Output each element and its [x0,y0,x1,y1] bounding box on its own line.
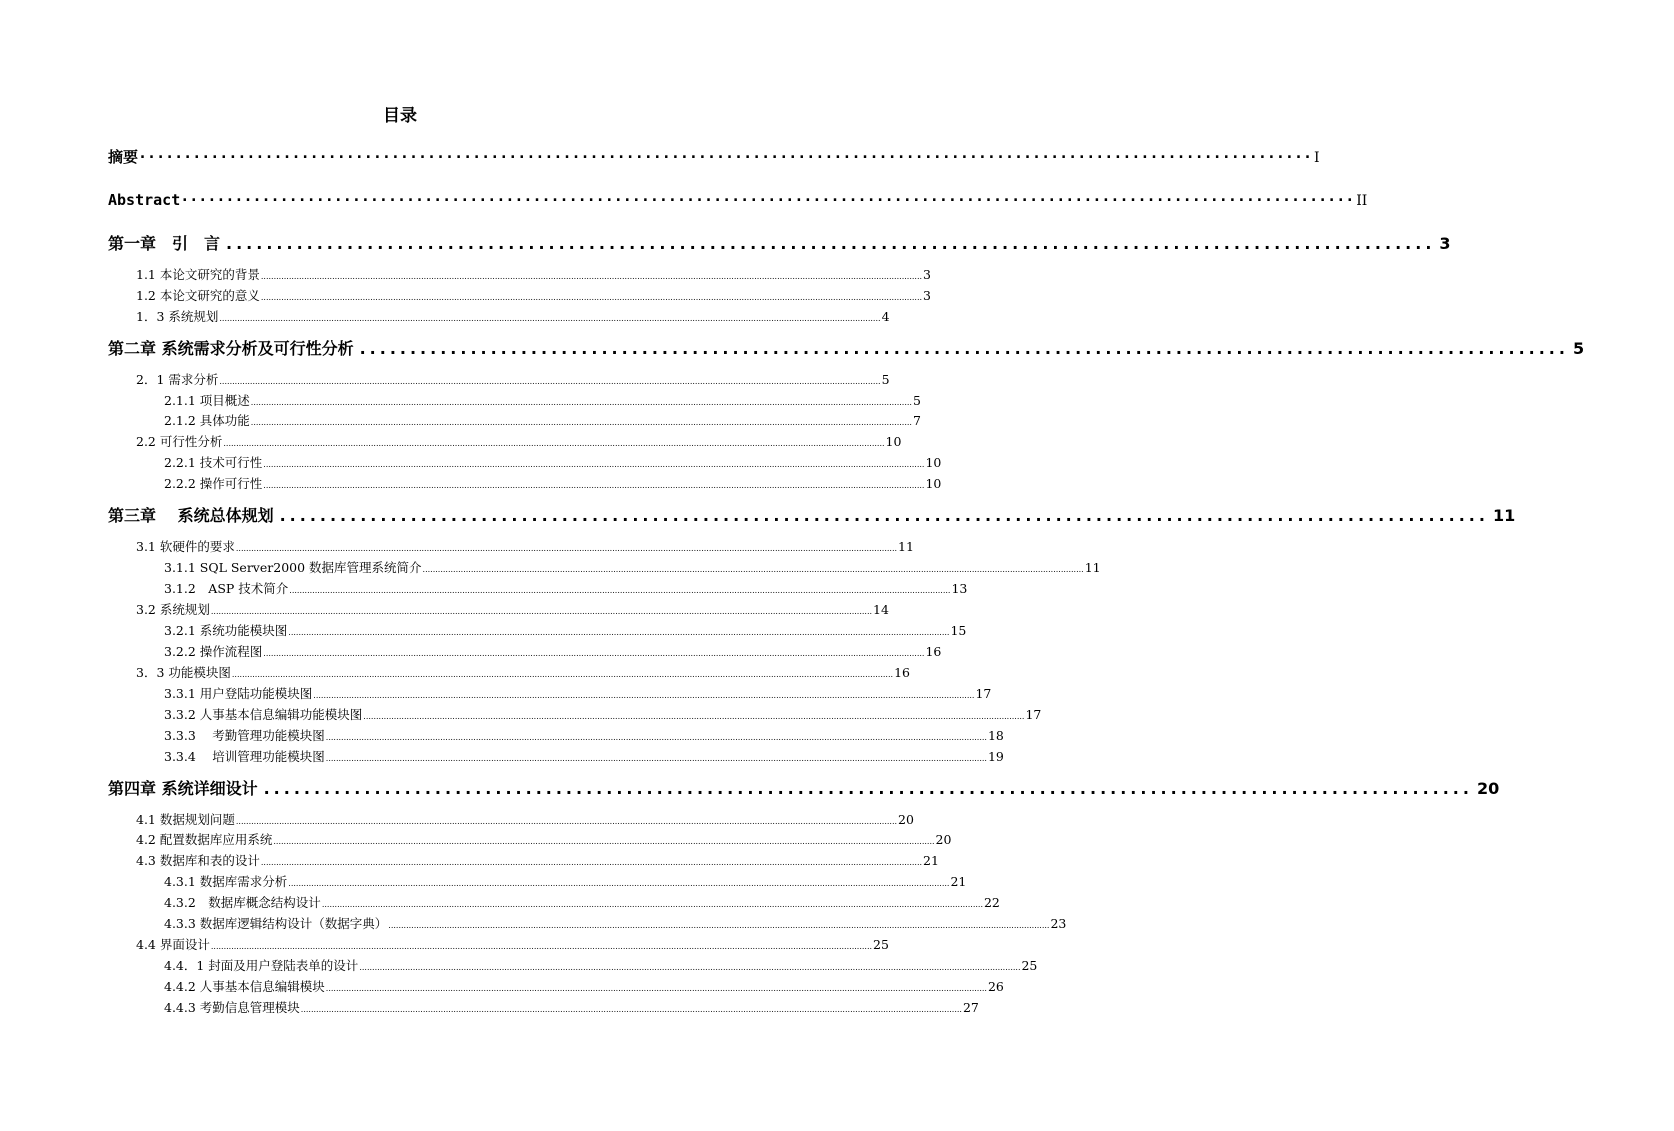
toc-section-row[interactable] [0,558,1101,580]
toc-entry-label: 3.3.4 培训管理功能模块图 [164,749,325,764]
dot-leader: .................................................................................................................................................................................................................................................................... [235,817,898,826]
toc-entry-label: 3.2.2 操作流程图 [164,644,263,659]
toc-page-number: 25 [1021,958,1038,973]
toc-entry-label: 2.2.2 操作可行性 [164,476,263,491]
toc-page-number: 10 [925,455,942,470]
toc-section-row[interactable] [0,600,889,622]
toc-chapter-row[interactable] [0,777,1500,801]
toc-section-row[interactable] [0,286,931,308]
toc-page-number: I [1314,150,1320,166]
dot-leader: .................................................................................................................................................................................................................................................................... [250,398,912,407]
toc-page-number: 5 [912,393,921,408]
toc-page-number: 17 [1025,707,1042,722]
toc-entry-label: 2.2.1 技术可行性 [164,455,263,470]
toc-page-number: 26 [987,979,1004,994]
dot-leader: .................................................................................................................................................................................................................................................................... [388,921,1050,930]
toc-page-number: 4 [881,309,890,324]
dot-leader: ·································································································································· [180,191,1355,209]
toc-page-number: 3 [1439,234,1451,253]
toc-page-number: 16 [894,665,910,680]
toc-section-row[interactable] [0,956,1038,978]
toc-page-number: 23 [1050,916,1067,931]
toc-entry-label: 第二章 系统需求分析及可行性分析 [108,339,354,358]
dot-leader: .................................................................................................................................................................................................................................................................... [210,607,873,616]
toc-section-row[interactable] [0,391,921,413]
dot-leader: .................................................................................................................................................................................................................................................................... [300,1005,962,1014]
dot-leader: .................................................................................................................................................................................................................................................................... [260,272,923,281]
dot-leader: .................................................................................................................................................................................................................................................................... [219,377,881,386]
dot-leader: .................................................................................................................................................................................................................................................................... [321,900,983,909]
toc-entry-label: 1.2 本论文研究的意义 [136,288,260,303]
toc-page-number: 10 [885,434,902,449]
dot-leader: .................................................................................................................................................................................................................................................................... [223,439,885,448]
dot-leader: ........................................................................................................................ [263,779,1473,798]
toc-page-number: 17 [975,686,992,701]
toc-page-number: 13 [951,581,968,596]
toc-page-number: 7 [912,413,921,428]
toc-section-row[interactable] [0,726,1004,748]
toc-section-row[interactable] [0,705,1042,727]
toc-page-number: 10 [925,476,942,491]
toc-section-row[interactable] [0,830,952,852]
toc-entry-label: 4.4．1 封面及用户登陆表单的设计 [164,958,359,973]
toc-section-row[interactable] [0,621,967,643]
toc-page-number: 20 [1476,779,1500,798]
toc-entry-label: 3.2 系统规划 [136,602,210,617]
dot-leader: ........................................................................................................................ [359,339,1569,358]
toc-entry-label: 4.4.2 人事基本信息编辑模块 [164,979,325,994]
toc-entry-label: 2.1.1 项目概述 [164,393,250,408]
dot-leader: ........................................................................................................................ [226,234,1436,253]
toc-entry-label: 1．3 系统规划 [136,309,219,324]
toc-entry-label: 4.3.1 数据库需求分析 [164,874,288,889]
toc-entry-label: 3.1.2 ASP 技术简介 [164,581,289,596]
toc-section-row[interactable] [0,579,968,601]
toc-page-number: 3 [923,267,931,282]
dot-leader: .................................................................................................................................................................................................................................................................... [263,649,925,658]
toc-entry-label: 3．3 功能模块图 [136,665,231,680]
toc-section-row[interactable] [0,893,1000,915]
toc-entry-label: 4.4 界面设计 [136,937,210,952]
dot-leader: .................................................................................................................................................................................................................................................................... [260,293,923,302]
toc-section-row[interactable] [0,663,910,685]
toc-page-number: 21 [950,874,967,889]
toc-entry-label: 2．1 需求分析 [136,372,219,387]
toc-section-row[interactable] [0,851,939,873]
toc-entry-label: 第三章 系统总体规划 [108,506,274,525]
dot-leader: .................................................................................................................................................................................................................................................................... [325,984,987,993]
toc-page-number: 19 [987,749,1004,764]
toc-entry-label: 3.2.1 系统功能模块图 [164,623,288,638]
dot-leader: ·································································································································· [138,148,1313,166]
toc-entry-label: 第一章 引 言 [108,234,221,253]
toc-entry-label: 摘要 [108,148,139,166]
dot-leader: .................................................................................................................................................................................................................................................................... [422,565,1084,574]
toc-entry-label: 3.3.2 人事基本信息编辑功能模块图 [164,707,363,722]
toc-page-number: 18 [987,728,1004,743]
toc-entry-label: 2.2 可行性分析 [136,434,223,449]
toc-entry-label: 4.4.3 考勤信息管理模块 [164,1000,300,1015]
toc-section-row[interactable] [0,411,921,433]
dot-leader: .................................................................................................................................................................................................................................................................... [325,733,987,742]
dot-leader: ........................................................................................................................ [279,506,1489,525]
toc-section-row[interactable] [0,432,902,454]
toc-entry-label: 2.1.2 具体功能 [164,413,250,428]
toc-title: 目录 [383,106,417,126]
dot-leader: .................................................................................................................................................................................................................................................................... [359,963,1021,972]
toc-entry-label: 1.1 本论文研究的背景 [136,267,260,282]
toc-section-row[interactable] [0,370,890,392]
toc-chapter-row[interactable] [0,504,1516,528]
toc-page-number: 15 [950,623,967,638]
dot-leader: .................................................................................................................................................................................................................................................................... [313,691,975,700]
toc-entry-label: 4.1 数据规划问题 [136,812,235,827]
toc-section-row[interactable] [0,684,992,706]
toc-page-number: 21 [923,853,939,868]
toc-page-number: 11 [898,539,914,554]
toc-entry-label: 4.3.3 数据库逻辑结构设计（数据字典） [164,916,388,931]
toc-page-number: 5 [881,372,890,387]
dot-leader: .................................................................................................................................................................................................................................................................... [210,942,873,951]
toc-page-number: 3 [923,288,931,303]
dot-leader: .................................................................................................................................................................................................................................................................... [263,481,925,490]
toc-page-number: 14 [873,602,889,617]
toc-page-number: 11 [1084,560,1101,575]
toc-row-abstract-cn[interactable] [0,146,1320,169]
toc-page-number: 22 [983,895,1000,910]
dot-leader: .................................................................................................................................................................................................................................................................... [260,858,923,867]
dot-leader: .................................................................................................................................................................................................................................................................... [250,418,912,427]
toc-section-row[interactable] [0,935,889,957]
dot-leader: .................................................................................................................................................................................................................................................................... [235,544,898,553]
toc-page-number: 16 [925,644,942,659]
toc-page-number: 20 [935,832,952,847]
toc-page-number: 27 [962,1000,979,1015]
toc-entry-label: 3.1 软硬件的要求 [136,539,235,554]
dot-leader: .................................................................................................................................................................................................................................................................... [288,879,950,888]
toc-section-row[interactable] [0,265,931,287]
toc-section-row[interactable] [0,872,967,894]
toc-entry-label: 4.2 配置数据库应用系统 [136,832,273,847]
toc-section-row[interactable] [0,747,1004,769]
toc-page-number: 20 [898,812,914,827]
toc-entry-label: 3.3.1 用户登陆功能模块图 [164,686,313,701]
dot-leader: .................................................................................................................................................................................................................................................................... [288,628,950,637]
dot-leader: .................................................................................................................................................................................................................................................................... [263,460,925,469]
toc-page-number: 25 [873,937,889,952]
toc-section-row[interactable] [0,453,942,475]
dot-leader: .................................................................................................................................................................................................................................................................... [325,754,987,763]
toc-entry-label: 4.3.2 数据库概念结构设计 [164,895,321,910]
toc-section-row[interactable] [0,914,1067,936]
toc-section-row[interactable] [0,307,890,329]
toc-section-row[interactable] [0,642,942,664]
toc-page-number: II [1356,193,1368,209]
toc-entry-label: 3.1.1 SQL Server2000 数据库管理系统简介 [164,560,422,575]
toc-section-row[interactable] [0,474,942,496]
toc-entry-label: 3.3.3 考勤管理功能模块图 [164,728,325,743]
dot-leader: .................................................................................................................................................................................................................................................................... [363,712,1025,721]
toc-row-abstract-en[interactable] [0,189,1368,212]
toc-chapter-row[interactable] [0,337,1585,361]
toc-entry-label: 4.3 数据库和表的设计 [136,853,260,868]
toc-section-row[interactable] [0,537,914,559]
toc-section-row[interactable] [0,810,914,832]
toc-page-number: 5 [1572,339,1585,358]
toc-section-row[interactable] [0,977,1004,999]
dot-leader: .................................................................................................................................................................................................................................................................... [289,586,951,595]
toc-entry-label: Abstract [108,191,181,209]
dot-leader: .................................................................................................................................................................................................................................................................... [219,314,881,323]
toc-page-number: 11 [1492,506,1516,525]
toc-section-row[interactable] [0,998,979,1020]
toc-entry-label: 第四章 系统详细设计 [108,779,258,798]
dot-leader: .................................................................................................................................................................................................................................................................... [231,670,894,679]
toc-chapter-row[interactable] [0,232,1451,256]
dot-leader: .................................................................................................................................................................................................................................................................... [273,837,935,846]
